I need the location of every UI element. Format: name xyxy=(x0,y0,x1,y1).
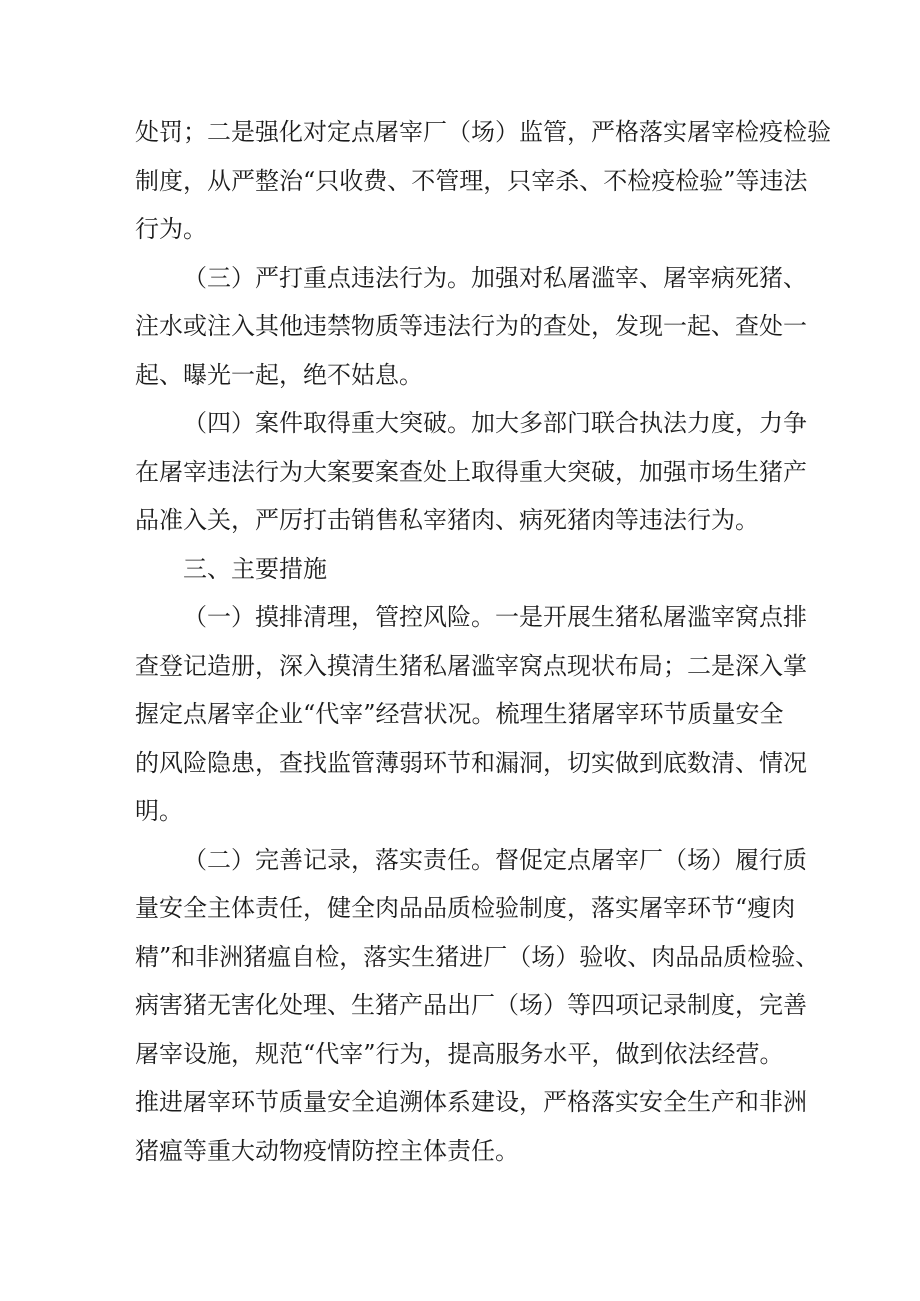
text-line: （二）完善记录，落实责任。督促定点屠宰厂（场）履行质 xyxy=(183,845,807,874)
text-line: 明。 xyxy=(135,797,183,825)
paragraph-case-breakthrough xyxy=(135,399,807,545)
text-line: 握定点屠宰企业“代宰”经营状况。梳理生猪屠宰环节质量安全 xyxy=(135,700,784,728)
text-line: 处罚；二是强化对定点屠宰厂（场）监管，严格落实屠宰检疫检验 xyxy=(135,118,831,146)
paragraph-key-violations xyxy=(135,254,807,400)
text-line: 行为。 xyxy=(135,215,207,243)
text-line: （三）严打重点违法行为。加强对私屠滥宰、屠宰病死猪、 xyxy=(183,263,807,292)
text-line: 品准入关，严厉打击销售私宰猪肉、病死猪肉等违法行为。 xyxy=(135,506,759,534)
text-line: 制度，从严整治“只收费、不管理，只宰杀、不检疫检验”等违法 xyxy=(135,166,808,195)
text-line: 精”和非洲猪瘟自检，落实生猪进厂（场）验收、肉品品质检验、 xyxy=(135,942,820,971)
paragraph-risk-control xyxy=(135,593,807,836)
text-line: 起、曝光一起，绝不姑息。 xyxy=(135,360,423,389)
text-line: （四）案件取得重大突破。加大多部门联合执法力度，力争 xyxy=(183,409,807,437)
section-heading: 三、主要措施 xyxy=(183,554,327,583)
text-line: 的风险隐患，查找监管薄弱环节和漏洞，切实做到底数清、情况 xyxy=(135,748,807,777)
document-body xyxy=(135,108,831,1175)
text-line: 量安全主体责任，健全肉品品质检验制度，落实屠宰环节“瘦肉 xyxy=(135,894,796,922)
paragraph-penalty-supervision xyxy=(135,108,831,254)
text-line: （一）摸排清理，管控风险。一是开展生猪私屠滥宰窝点排 xyxy=(183,603,807,631)
text-line: 猪瘟等重大动物疫情防控主体责任。 xyxy=(135,1136,519,1165)
text-line: 病害猪无害化处理、生猪产品出厂（场）等四项记录制度，完善 xyxy=(135,991,807,1019)
text-line: 屠宰设施，规范“代宰”行为，提高服务水平，做到依法经营。 xyxy=(135,1039,784,1068)
section-heading-main-measures xyxy=(135,545,800,594)
paragraph-records-responsibility xyxy=(135,836,820,1176)
text-line: 在屠宰违法行为大案要案查处上取得重大突破，加强市场生猪产 xyxy=(135,457,807,486)
text-line: 注水或注入其他违禁物质等违法行为的查处，发现一起、查处一 xyxy=(135,312,807,340)
text-line: 查登记造册，深入摸清生猪私屠滥宰窝点现状布局；二是深入掌 xyxy=(135,651,807,680)
text-line: 推进屠宰环节质量安全追溯体系建设，严格落实安全生产和非洲 xyxy=(135,1088,807,1116)
